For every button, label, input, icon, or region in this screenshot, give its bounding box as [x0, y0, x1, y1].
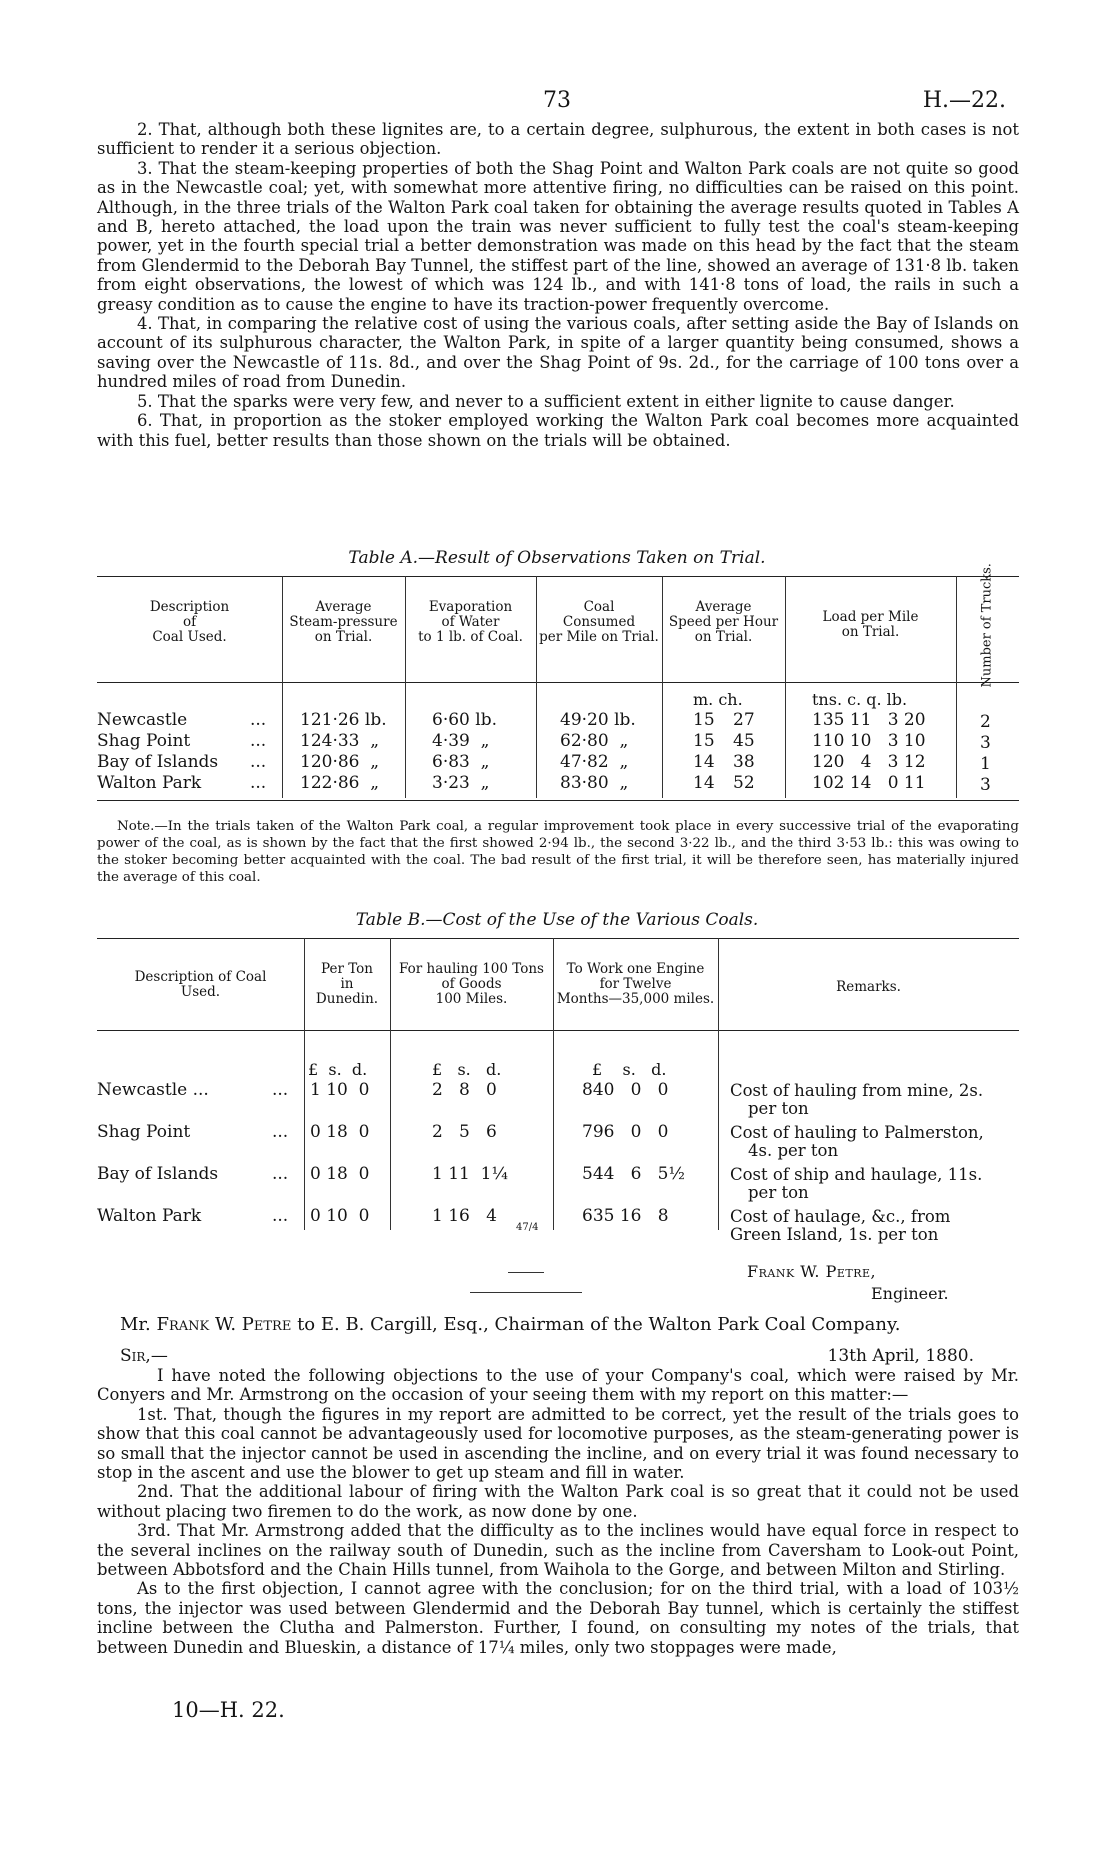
paragraph: 4. That, in comparing the relative cost of using the various coals, after setting aside the Bay of Islands on account of its sulphurous character, the Walton Park, in spite of a larger quantity being consumed, shows a saving over the Newcastle of 11s. 8d., and over the Shag Point of 9s. 2d., for the carriage of 100 tons over a hundred miles of road from Dunedin. — [97, 314, 1019, 392]
table-a-header-coal: Coal Consumed per Mile on Trial. — [539, 599, 659, 645]
divider — [470, 1292, 582, 1293]
table-a-header-steam: Average Steam-pressure on Trial. — [289, 599, 398, 645]
table-a-caption: Table A.—Result of Observations Taken on Trial. — [348, 548, 766, 568]
table-a-header-description: Description of Coal Used. — [149, 599, 230, 645]
letter-salutation: Sir,— — [120, 1346, 168, 1366]
table-b-caption: Table B.—Cost of the Use of the Various Coals. — [355, 910, 759, 930]
table-b-header-remarks: Remarks. — [836, 979, 901, 995]
signature-name: Frank W. Petre, — [747, 1262, 877, 1281]
letter-title: Mr. Frank W. Petre to E. B. Cargill, Esq., Chairman of the Walton Park Coal Company. — [120, 1314, 901, 1335]
signature-title: Engineer. — [871, 1284, 949, 1303]
letter-body — [97, 1366, 1019, 1657]
table-b-header-hauling: For hauling 100 Tons of Goods 100 Miles. — [399, 961, 544, 1007]
paragraph: 6. That, in proportion as the stoker employed working the Walton Park coal becomes more acquainted with this fuel, better results than those shown on the trials will be obtained. — [97, 411, 1019, 450]
table-b-header-per-ton: Per Ton in Dunedin. — [315, 961, 379, 1007]
table-a-header-trucks: Number of Trucks. — [979, 563, 995, 688]
paragraph: 2nd. That the additional labour of firing with the Walton Park coal is so great that it could not be used without placing two firemen to do the work, as now done by one. — [97, 1482, 1019, 1521]
paragraph: 3rd. That Mr. Armstrong added that the difficulty as to the inclines would have equal force in respect to the several inclines on the railway south of Dunedin, such as the incline from Caversham to Look-out Point, between Abbotsford and the Chain Hills tunnel, from Waihola to the Gorge, and between Milton and Stirling. — [97, 1521, 1019, 1580]
table-a-note: Note.—In the trials taken of the Walton Park coal, a regular improvement took place in every successive trial of the evaporating power of the coal, as is shown by the fact that the first showed 2·94 lb., the second 3·22 lb., and the third 3·53 lb.: this was owing to the stoker becoming better acquainted with the coal. The bad result of the first trial, it will be therefore seen, has materially injured the average of this coal. — [97, 819, 1019, 885]
table-b-top-rule — [97, 938, 1019, 939]
table-b-engine-units: £ s. d. — [592, 1060, 667, 1079]
paragraph: 2. That, although both these lignites are, to a certain degree, sulphurous, the extent in both cases is not sufficient to render it a serious objection. — [97, 120, 1019, 159]
fraction-mark: 47/4 — [516, 1222, 539, 1233]
divider — [508, 1272, 544, 1273]
table-b-header-engine: To Work one Engine for Twelve Months—35,000 miles. — [556, 961, 715, 1007]
paragraph: 1st. That, though the figures in my report are admitted to be correct, yet the result of the trials goes to show that this coal cannot be advantageously used for locomotive purposes, as the steam-generating power is so small that the injector cannot be used in ascending the incline, and on every trial it was found necessary to stop in the ascent and use the blower to get up steam and fill in water. — [97, 1404, 1019, 1483]
paragraph: I have noted the following objections to the use of your Company's coal, which were raised by Mr. Conyers and Mr. Armstrong on the occasion of your seeing them with my report on this matter:— — [97, 1366, 1019, 1405]
table-a-load-units: tns. c. q. lb. — [812, 690, 908, 709]
table-b-hauling-units: £ s. d. — [432, 1060, 502, 1079]
signature-mark: 10—H. 22. — [172, 1698, 285, 1722]
intro-text — [97, 120, 1019, 450]
document-reference: H.—22. — [922, 88, 1006, 113]
table-b-header-rule — [97, 1030, 1019, 1031]
page-number: 73 — [543, 88, 571, 113]
paragraph: 3. That the steam-keeping properties of both the Shag Point and Walton Park coals are not quite so good as in the Newcastle coal; yet, with somewhat more attentive firing, no difficulties can be raised on this point. Although, in the three trials of the Walton Park coal taken for obtaining the average results quoted in Tables A and B, hereto attached, the load upon the train was never sufficient to fully test the coal's steam-keeping power, yet in the fourth special trial a better demonstration was made on this head by the fact that the steam from Glendermid to the Deborah Bay Tunnel, the stiffest part of the line, showed an average of 131·8 lb. taken from eight observations, the lowest of which was 124 lb., and with 141·8 tons of load, the rails in such a greasy condition as to cause the engine to have its traction-power frequently overcome. — [97, 158, 1019, 314]
table-a-header-speed: Average Speed per Hour on Trial. — [668, 599, 779, 645]
document-page: 73 H.—22. 2. That, although both these lignites are, to a certain degree, sulphurous, the extent in both cases is not sufficient to render it a serious objection. 3. That the steam-keeping properties of both the Shag Point and Walton Park coals are not quite so good as in the Newcastle coal; yet, with somewhat more attentive firing, no difficulties can be raised on this point. Although, in the three trials of the Walton Park coal taken for obtaining the average results quoted in Tables A and B, hereto attached, the load upon the train was never sufficient to fully test the coal's steam-keeping power, yet in the fourth special trial a better demonstration was made on this head by the fact that the steam from Glendermid to the Deborah Bay Tunnel, the stiffest part of the line, showed an average of 131·8 lb. taken from eight observations, the lowest of which was 124 lb., and with 141·8 tons of load, the rails in such a greasy condition as to cause the engine to have its traction-power frequently overcome. 4. That, in comparing the relative cost of using the various coals, after setting aside the Bay of Islands on account of its sulphurous character, the Walton Park, in spite of a larger quantity being consumed, shows a saving over the Newcastle of 11s. 8d., and over the Shag Point of 9s. 2d., for the carriage of 100 tons over a hundred miles of road from Dunedin. 5. That the sparks were very few, and never to a sufficient extent in either lignite to cause danger. 6. That, in proportion as the stoker employed working the Walton Park coal becomes more acquainted with this fuel, better results than those shown on the trials will be obtained. Table A.—Result of Observations Taken on Trial. Description of Coal Used. Average Steam-pressure on Trial. Evaporation of Water to 1 lb. of Coal. Coal Consumed per Mile on Trial. Average Speed per Hour on Trial. Load per Mile on Trial. Number of Trucks. m. ch. tns. c. q. lb. Newcastle ... 121·26 lb. 6·60 lb. 49·20 lb. 15 27 135 11 3 20 2 Shag Point ... 124·33 „ 4·39 „ 62·80 „ 15 45 110 10 3 10 3 Bay of Islands ... 120·86 „ 6·83 „ 47·82 „ 14 38 120 4 3 12 1 Walton Park ... 122·86 „ 3·23 „ 83·80 „ 14 52 102 14 0 11 3 Note.—In the trials taken of the Walton Park coal, a regular improvement took place in every successive trial of the evaporating power of the coal, as is shown by the fact that the first showed 2·94 lb., the second 3·22 lb., and the third 3·53 lb.: this was owing to the stoker becoming better acquainted with the coal. The bad result of the first trial, it will be therefore seen, has materially injured the average of this coal. Table B.—Cost of the Use of the Various Coals. Description of Coal Used. Per Ton in Dunedin. For hauling 100 Tons of Goods 100 Miles. To Work one Engine for Twelve Months—35,000 miles. Remarks. £ s. d. £ s. d. £ s. d. Newcastle ... ... 1 10 0 2 8 0 840 0 0 Cost of hauling from mine, 2s. per ton Shag Point ... 0 18 0 2 5 6 796 0 0 Cost of hauling to Palmerston, 4s. per ton Bay of Islands ... 0 18 0 1 11 1¼ 544 6 5½ Cost of ship and haulage, 11s. per ton Walton Park ... 0 10 0 1 16 4 47/4 635 16 8 Cost of haulage, &c., from Green Island, 1s. per ton Frank W. Petre, Engineer. Mr. Frank W. Petre to E. B. Cargill, Esq., Chairman of the Walton Park Coal Company. Sir,— 13th April, 1880. I have noted the following objections to the use of your Company's coal, which were raised by Mr. Conyers and Mr. Armstrong on the occasion of your seeing them with my report on this matter:— 1st. That, though the figures in my report are admitted to be correct, yet the result of the trials goes to show that this coal cannot be advantageously used for locomotive purposes, as the steam-generating power is so small that the injector cannot be used in ascending the incline, and on every trial it was found necessary to stop in the ascent and use the blower to get up steam and fill in water. 2nd. That the additional labour of firing with the Walton Park coal is so great that it could not be used without placing two firemen to do the work, as now done by one. 3rd. That Mr. Armstrong added that the difficulty as to the inclines would have equal force in respect to the several inclines on the railway south of Dunedin, such as the incline from Caversham to Look-out Point, between Abbotsford and the Chain Hills tunnel, from Waihola to the Gorge, and between Milton and Stirling. As to the first objection, I cannot agree with the conclusion; for on the third trial, with a load of 103½ tons, the injector was used between Glendermid and the Deborah Bay tunnel, which is certainly the stiffest incline between the Clutha and Palmerston. Further, I found, on consulting my notes of the trials, that between Dunedin and Blueskin, a distance of 17¼ miles, only two stoppages were made, 10—H. 22. — [0, 0, 1114, 1858]
table-a-divider — [956, 576, 957, 798]
table-a-header-evaporation: Evaporation of Water to 1 lb. of Coal. — [418, 599, 523, 645]
table-b-header-description: Description of Coal Used. — [134, 969, 267, 1000]
table-a-bottom-rule — [97, 800, 1019, 801]
table-a-speed-units: m. ch. — [693, 690, 743, 709]
paragraph: As to the first objection, I cannot agree with the conclusion; for on the third trial, with a load of 103½ tons, the injector was used between Glendermid and the Deborah Bay tunnel, which is certainly the stiffest incline between the Clutha and Palmerston. Further, I found, on consulting my notes of the trials, that between Dunedin and Blueskin, a distance of 17¼ miles, only two stoppages were made, — [97, 1579, 1019, 1657]
paragraph: 5. That the sparks were very few, and never to a sufficient extent in either lignite to cause danger. — [137, 391, 955, 411]
letter-date: 13th April, 1880. — [827, 1346, 974, 1366]
table-b-per-ton-units: £ s. d. — [308, 1060, 368, 1079]
table-a-header-rule — [97, 682, 1019, 683]
table-a-top-rule — [97, 576, 1019, 577]
table-a-header-load: Load per Mile on Trial. — [822, 609, 919, 640]
